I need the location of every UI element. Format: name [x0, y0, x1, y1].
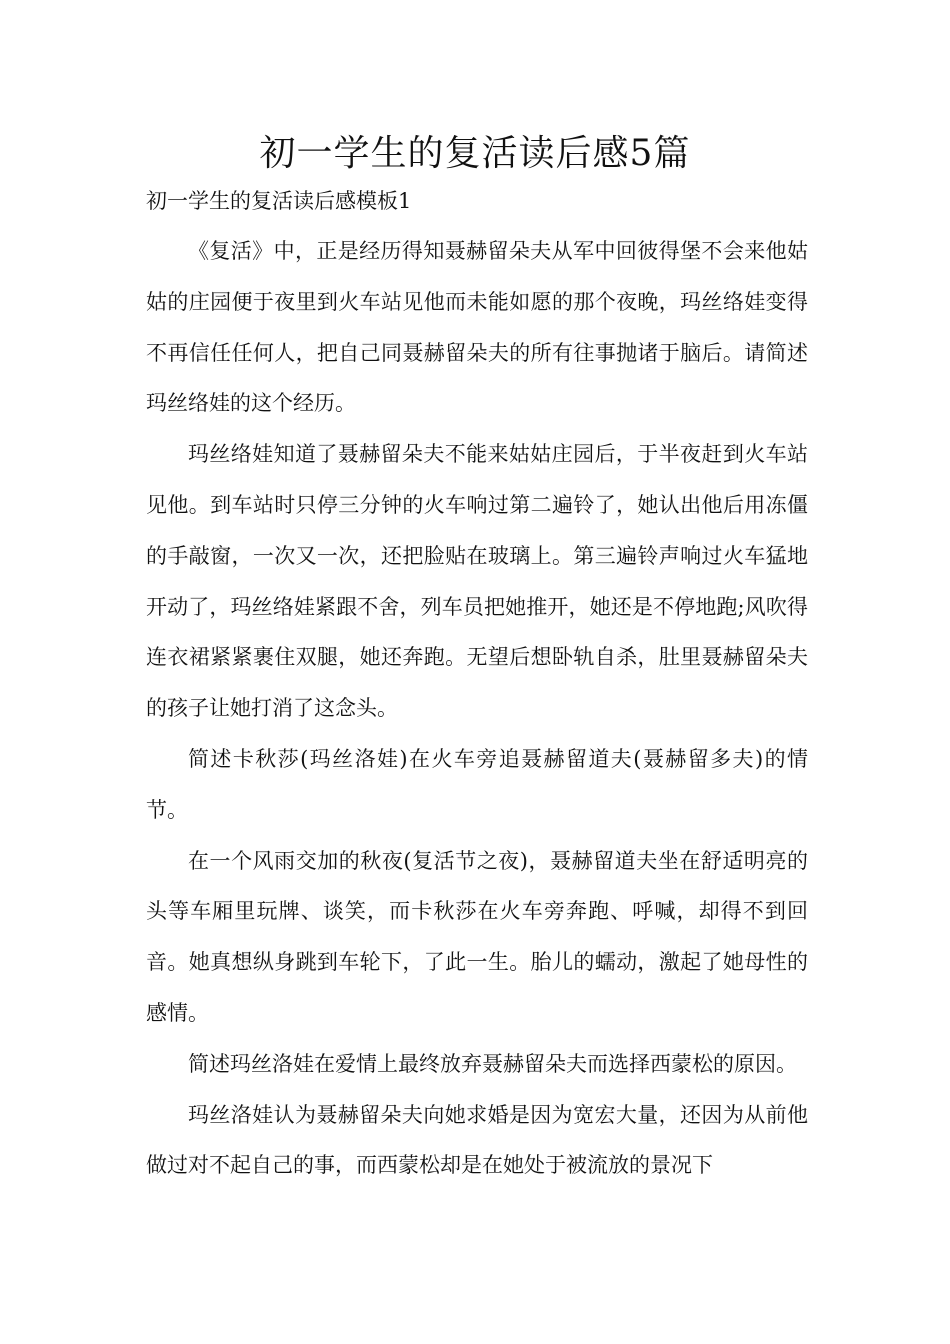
paragraph: 玛丝络娃知道了聂赫留朵夫不能来姑姑庄园后，于半夜赶到火车站见他。到车站时只停三分钟的火车响过第二遍铃了，她认出他后用冻僵的手敲窗，一次又一次，还把脸贴在玻璃上。第三遍铃声响过火车猛地开动了，玛丝络娃紧跟不舍，列车员把她推开，她还是不停地跑;风吹得连衣裙紧紧裹住双腿，她还奔跑。无望后想卧轨自杀，肚里聂赫留朵夫的孩子让她打消了这念头。 — [146, 442, 808, 721]
paragraph: 简述卡秋莎(玛丝洛娃)在火车旁追聂赫留道夫(聂赫留多夫)的情节。 — [146, 746, 808, 822]
document-body — [146, 226, 808, 1191]
paragraph: 玛丝洛娃认为聂赫留朵夫向她求婚是因为宽宏大量，还因为从前他做过对不起自己的事，而西蒙松却是在她处于被流放的景况下 — [146, 1102, 808, 1178]
document-title: 初一学生的复活读后感5篇 — [259, 133, 691, 174]
paragraph: 在一个风雨交加的秋夜(复活节之夜)，聂赫留道夫坐在舒适明亮的头等车厢里玩牌、谈笑，而卡秋莎在火车旁奔跑、呼喊，却得不到回音。她真想纵身跳到车轮下，了此一生。胎儿的蠕动，激起了她母性的感情。 — [146, 848, 808, 1025]
paragraph: 《复活》中，正是经历得知聂赫留朵夫从军中回彼得堡不会来他姑姑的庄园便于夜里到火车站见他而未能如愿的那个夜晚，玛丝络娃变得不再信任任何人，把自己同聂赫留朵夫的所有往事抛诸于脑后。请简述玛丝络娃的这个经历。 — [146, 239, 808, 416]
paragraph: 简述玛丝洛娃在爱情上最终放弃聂赫留朵夫而选择西蒙松的原因。 — [188, 1051, 797, 1076]
document-subtitle: 初一学生的复活读后感模板1 — [146, 189, 412, 213]
